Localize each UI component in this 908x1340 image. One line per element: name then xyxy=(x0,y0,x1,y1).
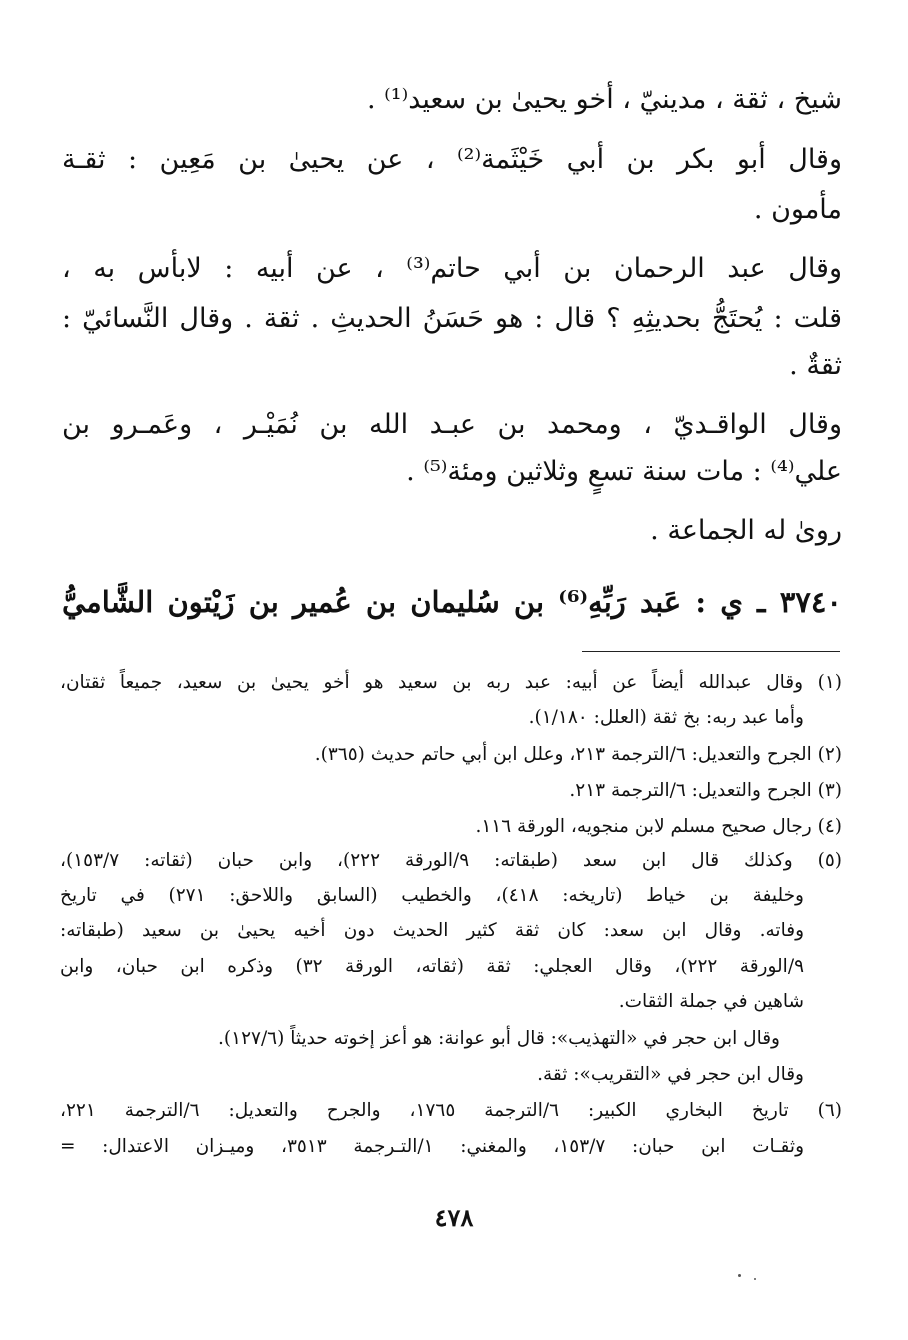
footnote-line-8: وفاته. وقال ابن سعد: كان ثقة كثير الحديث دون أخيه يحيىٰ بن سعيد (طبقاته: xyxy=(60,920,805,941)
footnote-line-3: (٢) الجرح والتعديل: ٦/الترجمة ٢١٣، وعلل ابن أبي حاتم حديث (٣٦٥). xyxy=(314,744,842,765)
footnote-line-1: (١) وقال عبدالله أيضاً عن أبيه: عبد ربه بن سعيد هو أخو يحيىٰ بن سعيد، جميعاً ثقتان، xyxy=(60,672,842,693)
entry-heading: ٣٧٤٠ ـ ي : عَبد رَبِّهِ⁽⁶⁾ بن سُليمان بن عُمير بن زَيْتون الشَّاميُّ xyxy=(62,585,842,619)
main-line-7: وقال الواقـديّ ، ومحمد بن عبـد الله بن نُمَيْـر ، وعَمـرو بن xyxy=(62,409,842,440)
scan-speck xyxy=(754,1278,756,1280)
footnote-line-9: ٩/الورقة ٢٢٢)، وقال العجلي: ثقة (ثقاته، الورقة ٣٢) وذكره ابن حبان، وابن xyxy=(60,956,804,977)
main-line-5: قلت : يُحتَجُّ بحديثِهِ ؟ قال : هو حَسَنُ الحديثِ . ثقة . وقال النَّسائيّ : xyxy=(62,303,842,334)
main-line-9: روىٰ له الجماعة . xyxy=(650,515,842,546)
footnote-line-14: وثقـات ابن حبان: ١٥٣/٧، والمغني: ١/التـرجمة ٣٥١٣، وميـزان الاعتدال: = xyxy=(60,1136,805,1157)
main-line-6: ثقةٌ . xyxy=(789,350,842,381)
footnote-line-11: وقال ابن حجر في «التهذيب»: قال أبو عوانة: هو أعز إخوته حديثاً (١٢٧/٦). xyxy=(218,1028,780,1049)
footnote-line-12: وقال ابن حجر في «التقريب»: ثقة. xyxy=(537,1064,804,1085)
footnote-divider xyxy=(582,651,840,652)
main-line-4: وقال عبد الرحمان بن أبي حاتم⁽³⁾ ، عن أبيه : لابأس به ، xyxy=(62,253,842,284)
main-line-3: مأمون . xyxy=(753,194,842,225)
footnote-line-7: وخليفة بن خياط (تاريخه: ٤١٨)، والخطيب (السابق واللاحق: ٢٧١) في تاريخ xyxy=(60,885,804,906)
footnote-line-6: (٥) وكذلك قال ابن سعد (طبقاته: ٩/الورقة ٢٢٢)، وابن حبان (ثقاته: ١٥٣/٧)، xyxy=(60,850,842,871)
footnote-line-13: (٦) تاريخ البخاري الكبير: ٦/الترجمة ١٧٦٥، والجرح والتعديل: ٦/الترجمة ٢٢١، xyxy=(60,1100,842,1121)
footnote-line-2: وأما عبد ربه: بخ ثقة (العلل: ١/١٨٠). xyxy=(528,707,804,728)
footnote-line-5: (٤) رجال صحيح مسلم لابن منجويه، الورقة ١١٦. xyxy=(475,816,842,837)
main-line-2: وقال أبو بكر بن أبي خَيْثَمة⁽²⁾ ، عن يحيىٰ بن مَعِين : ثقـة xyxy=(62,144,843,175)
page-number: ٤٧٨ xyxy=(434,1203,474,1232)
main-line-8: علي⁽⁴⁾ : مات سنة تسعٍ وثلاثين ومئة⁽⁵⁾ . xyxy=(406,456,842,487)
footnote-line-4: (٣) الجرح والتعديل: ٦/الترجمة ٢١٣. xyxy=(569,780,842,801)
scan-speck xyxy=(738,1274,741,1277)
main-line-1: شيخ ، ثقة ، مدينيّ ، أخو يحيىٰ بن سعيد⁽¹⁾ . xyxy=(366,84,842,115)
footnote-line-10: شاهين في جملة الثقات. xyxy=(618,991,804,1012)
